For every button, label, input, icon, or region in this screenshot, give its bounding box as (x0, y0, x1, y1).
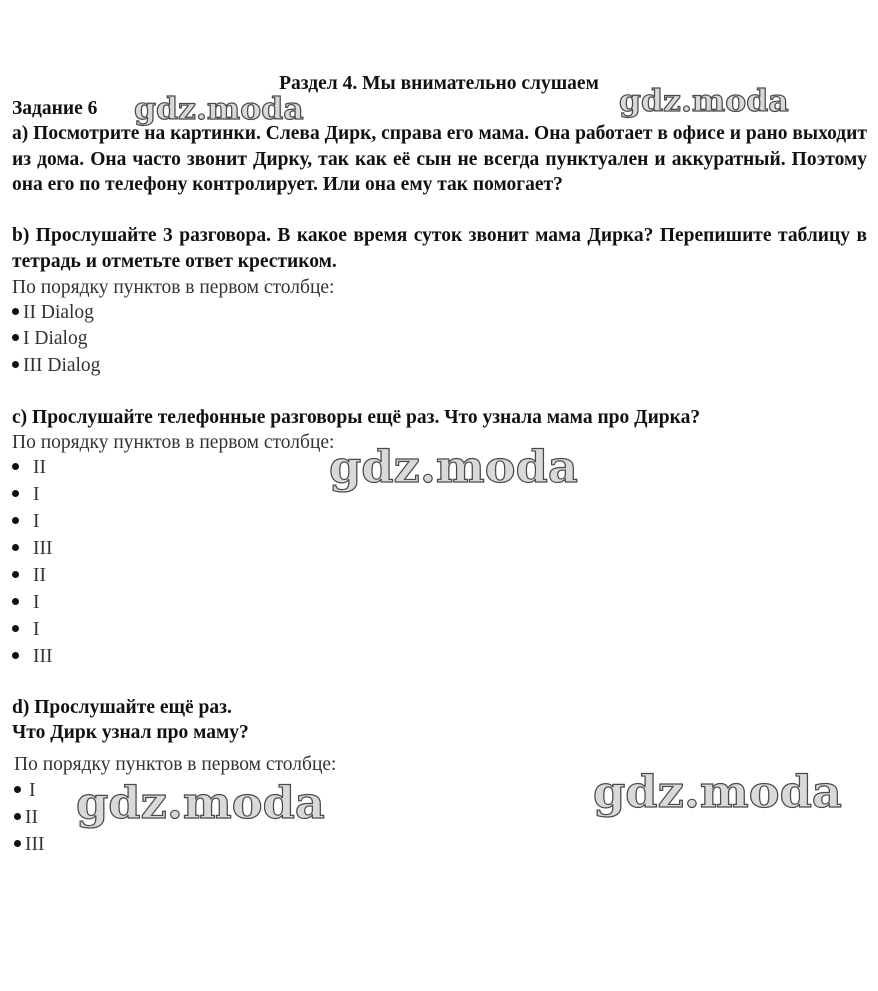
answer-text: II (33, 457, 46, 478)
answer-text: III (33, 646, 53, 667)
part-d-question: Что Дирк узнал про маму? (12, 722, 249, 743)
bullet-icon (12, 308, 19, 315)
list-item (12, 327, 87, 351)
answer-text: I (33, 511, 40, 532)
bullet-icon (12, 652, 19, 659)
list-item (12, 354, 100, 378)
part-b-paragraph: b) Прослушайте 3 разговора. В какое время суток звонит мама Дирка? Перепишите таблицу в тетрадь и отметьте ответ крестиком. (12, 225, 867, 272)
answer-text: III (25, 834, 45, 855)
list-item (12, 510, 40, 534)
task-label: Задание 6 (12, 98, 98, 119)
answer-text: II (25, 807, 38, 828)
part-a-text (12, 121, 867, 198)
order-note-c: По порядку пунктов в первом столбце: (12, 432, 335, 453)
bullet-icon (14, 786, 21, 793)
watermark: gdz.moda (76, 778, 325, 829)
bullet-icon (12, 490, 19, 497)
answer-text: I (33, 592, 40, 613)
answer-text: II Dialog (23, 302, 94, 323)
answer-text: I (33, 484, 40, 505)
list-item (14, 779, 36, 803)
order-note-b: По порядку пунктов в первом столбце: (12, 277, 335, 298)
answer-text: I Dialog (23, 328, 88, 349)
bullet-icon (12, 625, 19, 632)
part-b-text (12, 223, 867, 274)
order-note-d: По порядку пунктов в первом столбце: (14, 754, 337, 775)
bullet-icon (12, 544, 19, 551)
watermark: gdz.moda (134, 92, 304, 127)
watermark: gdz.moda (329, 442, 578, 493)
list-item (12, 591, 40, 615)
bullet-icon (12, 463, 19, 470)
list-item (12, 456, 46, 480)
list-item (12, 483, 40, 507)
bullet-icon (12, 571, 19, 578)
bullet-icon (12, 598, 19, 605)
answer-text: II (33, 565, 46, 586)
answer-text: I (33, 619, 40, 640)
bullet-icon (14, 840, 21, 847)
part-d-heading: d) Прослушайте ещё раз. (12, 697, 232, 718)
list-item (12, 618, 40, 642)
list-item (14, 833, 44, 857)
list-item (12, 301, 94, 325)
bullet-icon (12, 361, 19, 368)
watermark: gdz.moda (619, 84, 789, 119)
bullet-icon (14, 813, 21, 820)
bullet-icon (12, 334, 19, 341)
list-item (14, 806, 38, 830)
answer-text: I (29, 780, 36, 801)
part-a-paragraph: а) Посмотрите на картинки. Слева Дирк, справа его мама. Она работает в офисе и рано выходит из дома. Она часто звонит Дирку, так как её сын не всегда пунктуален и аккуратный. Поэтому она его по телефону контролирует. Или она ему так помогает? (12, 123, 867, 195)
list-item (12, 537, 52, 561)
answer-text: III Dialog (23, 355, 101, 376)
part-c-heading: c) Прослушайте телефонные разговоры ещё раз. Что узнала мама про Дирка? (12, 407, 701, 428)
list-item (12, 645, 52, 669)
bullet-icon (12, 517, 19, 524)
watermark: gdz.moda (593, 767, 842, 818)
section-title: Раздел 4. Мы внимательно слушаем (279, 73, 599, 94)
list-item (12, 564, 46, 588)
answer-text: III (33, 538, 53, 559)
